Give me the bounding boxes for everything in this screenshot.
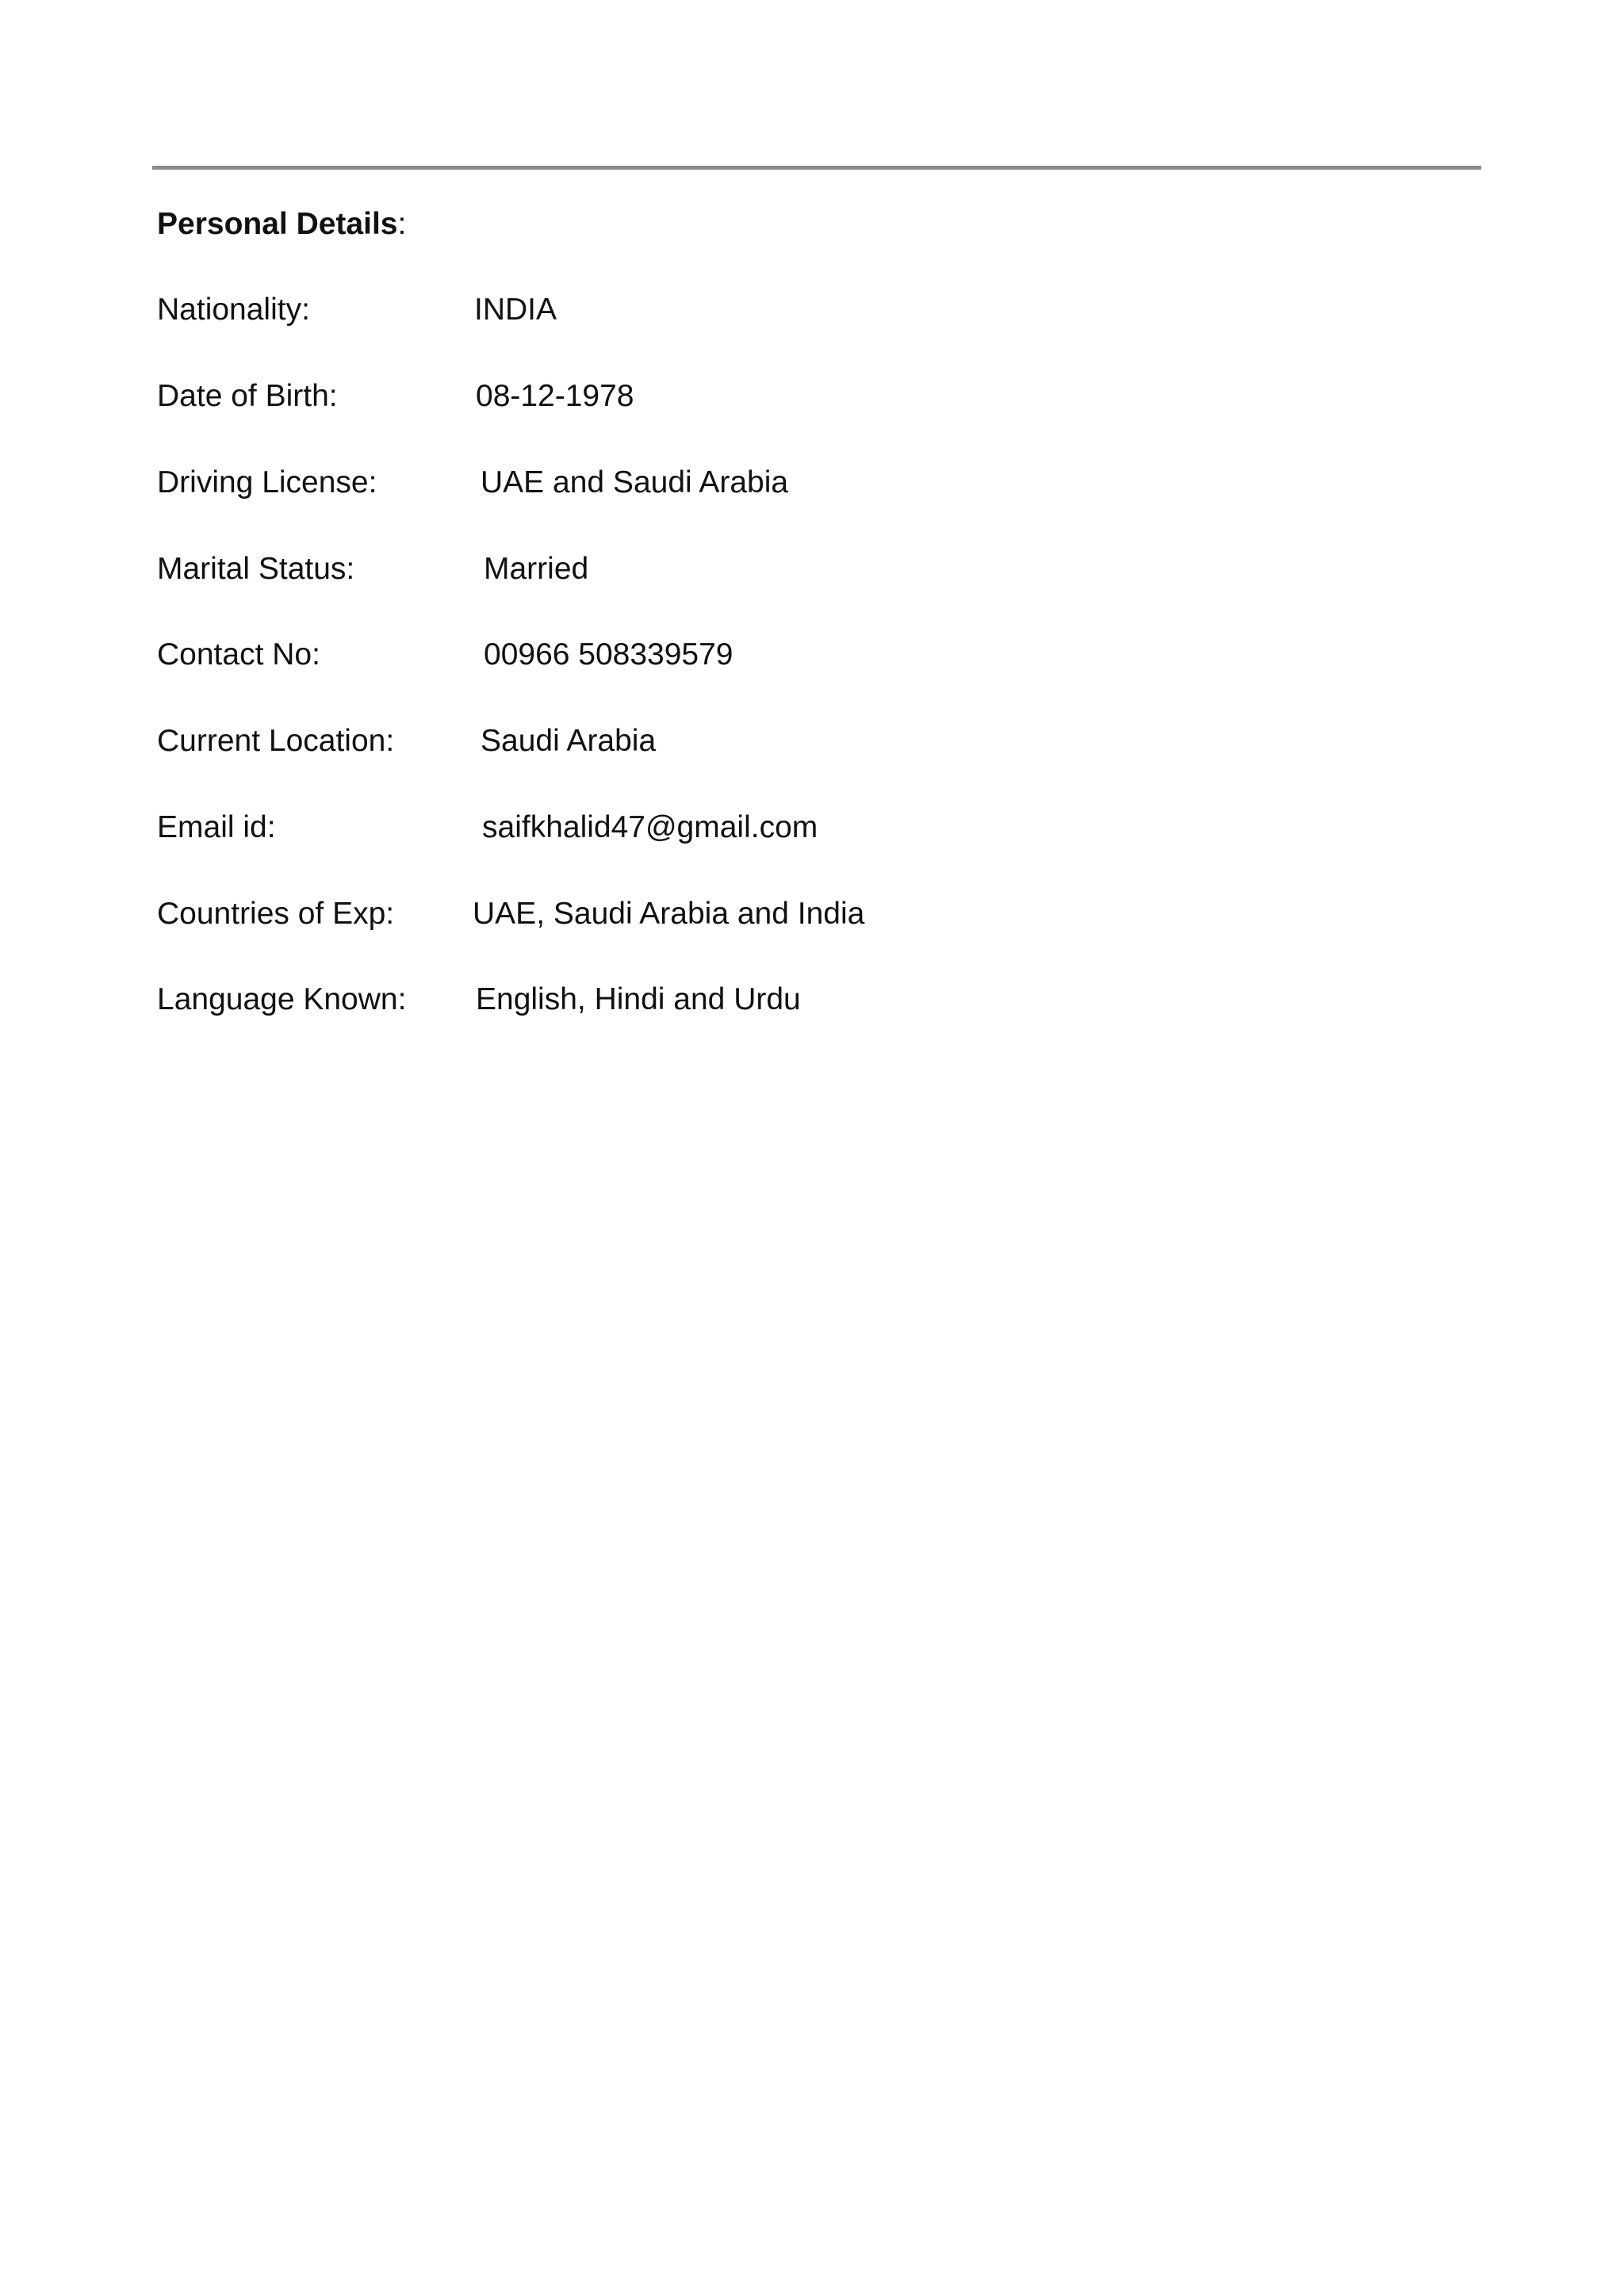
- detail-value: 00966 508339579: [484, 637, 733, 672]
- detail-value: English, Hindi and Urdu: [476, 982, 801, 1016]
- detail-label: Email id:: [157, 810, 276, 844]
- detail-label: Nationality:: [157, 293, 310, 327]
- detail-value: INDIA: [474, 293, 557, 327]
- detail-value: UAE and Saudi Arabia: [481, 465, 789, 499]
- detail-label: Language Known:: [157, 982, 407, 1016]
- detail-value: UAE, Saudi Arabia and India: [473, 897, 865, 931]
- section-heading: [157, 206, 406, 243]
- section-title-colon: :: [397, 207, 407, 241]
- detail-value: Saudi Arabia: [481, 724, 657, 758]
- detail-value: Married: [484, 552, 589, 586]
- detail-label: Date of Birth:: [157, 379, 338, 413]
- detail-label: Countries of Exp:: [157, 897, 395, 931]
- detail-label: Contact No:: [157, 637, 320, 672]
- detail-value: 08-12-1978: [476, 379, 634, 413]
- detail-label: Driving License:: [157, 465, 377, 499]
- detail-value: saifkhalid47@gmail.com: [482, 810, 818, 844]
- horizontal-rule: [152, 166, 1481, 170]
- detail-label: Marital Status:: [157, 552, 355, 586]
- detail-label: Current Location:: [157, 724, 395, 758]
- section-title: Personal Details: [157, 207, 398, 241]
